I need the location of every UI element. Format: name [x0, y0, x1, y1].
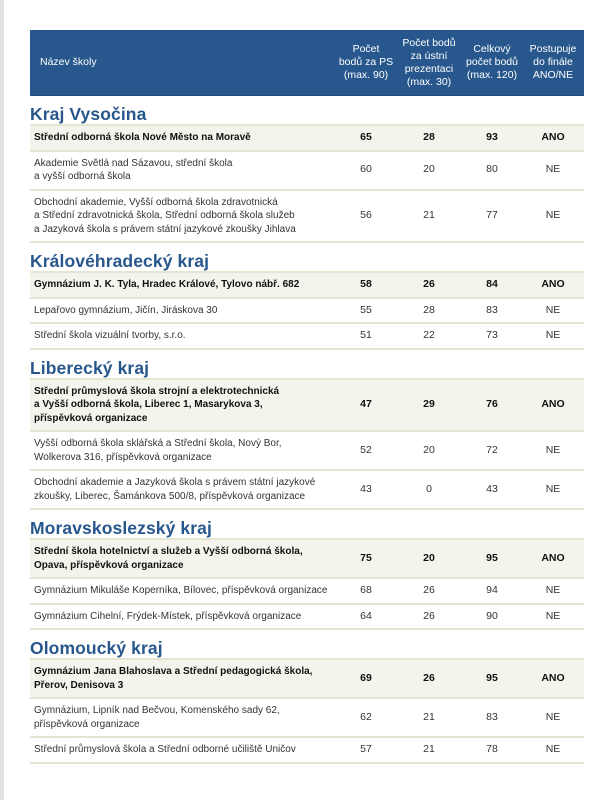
region-rows: [30, 271, 584, 350]
region-heading: Moravskoslezský kraj: [30, 518, 212, 538]
table-row: [30, 471, 584, 510]
header-oral-points: [396, 37, 462, 89]
school-name-line: Obchodní akademie, Vyšší odborná škola zdravotnická: [34, 196, 278, 208]
regions-container: [30, 104, 584, 764]
table-row: [30, 324, 584, 350]
school-name-line: Střední průmyslová škola a Střední odborné učiliště Uničov: [34, 744, 296, 755]
oral-points: 29: [423, 398, 435, 410]
ps-points: 64: [360, 609, 372, 622]
school-name: [30, 152, 336, 189]
advances-value: NE: [545, 329, 561, 341]
ps-points: 58: [360, 278, 372, 290]
school-name-line: Gymnázium Jana Blahoslava a Střední pedagogická škola,: [34, 666, 313, 677]
school-name: [30, 380, 336, 431]
school-name-line: a Střední zdravotnická škola, Střední odborná škola služeb: [34, 210, 295, 221]
total-points: 94: [486, 584, 498, 596]
advances-value: ANO: [541, 278, 565, 290]
advances-value: NE: [545, 303, 561, 316]
school-name: [30, 605, 336, 629]
ps-points: 65: [360, 131, 372, 143]
table-row: [30, 738, 584, 764]
page-edge: [0, 0, 4, 800]
header-line: bodů za PS: [338, 56, 394, 68]
header-line: (max. 90): [343, 69, 389, 81]
table-row: [30, 605, 584, 631]
oral-points: 26: [423, 584, 435, 596]
header-school-name: Název školy: [40, 56, 97, 68]
school-name: [30, 471, 336, 508]
ps-points: 68: [360, 584, 372, 596]
school-name: [30, 738, 336, 762]
table-row-winner: [30, 540, 584, 579]
school-name: [30, 660, 336, 697]
ps-points: 57: [360, 743, 372, 755]
oral-points: 26: [423, 609, 435, 622]
total-points: 43: [486, 482, 498, 495]
school-name: [30, 299, 336, 323]
header-line: do finále: [533, 56, 573, 68]
school-name-line: a Jazyková škola s právem státní jazykové zkoušky Jihlava: [34, 223, 296, 235]
oral-points: 20: [423, 443, 435, 456]
table-row: [30, 432, 584, 471]
advances-value: NE: [545, 743, 561, 755]
school-name-line: Střední škola hotelnictví a služeb a Vyšší odborná škola,: [34, 546, 303, 557]
advances-value: NE: [545, 584, 561, 596]
table-row-winner: [30, 273, 584, 299]
school-name-line: zkoušky, Liberec, Šamánkova 500/8, příspěvková organizace: [34, 490, 306, 502]
school-name-line: Vyšší odborná škola sklářská a Střední škola, Nový Bor,: [34, 438, 282, 449]
region-rows: [30, 124, 584, 243]
oral-points: 20: [423, 163, 435, 176]
advances-value: NE: [545, 482, 561, 495]
total-points: 95: [486, 551, 498, 564]
school-name: [30, 540, 336, 577]
header-line: počet bodů: [466, 56, 518, 68]
school-name: [30, 699, 336, 736]
ps-points: 55: [360, 303, 372, 316]
region-heading: Kraj Vysočina: [30, 104, 147, 124]
header-line: Počet: [352, 43, 380, 55]
table-row-winner: [30, 126, 584, 152]
advances-value: NE: [545, 443, 561, 456]
oral-points: 0: [426, 482, 432, 495]
ps-points: 52: [360, 443, 372, 456]
oral-points: 28: [423, 131, 435, 143]
oral-points: 20: [423, 551, 435, 564]
ps-points: 69: [360, 671, 372, 684]
oral-points: 21: [423, 710, 435, 723]
ps-points: 51: [360, 329, 372, 341]
region-rows: [30, 538, 584, 630]
region-heading: Olomoucký kraj: [30, 638, 163, 658]
advances-value: NE: [545, 609, 561, 622]
ps-points: 43: [360, 482, 372, 495]
advances-value: NE: [545, 209, 561, 221]
school-name-line: Střední průmyslová škola strojní a elektrotechnická: [34, 385, 280, 397]
school-name-line: Lepařovo gymnázium, Jičín, Jiráskova 30: [34, 304, 218, 316]
total-points: 76: [486, 398, 498, 410]
advances-value: ANO: [541, 551, 565, 564]
advances-value: ANO: [541, 131, 565, 143]
header-line: (max. 30): [406, 75, 452, 88]
ps-points: 75: [360, 551, 372, 564]
oral-points: 22: [423, 329, 435, 341]
school-name-line: Opava, příspěvková organizace: [34, 559, 184, 571]
header-ps-points: [336, 43, 396, 82]
school-name: [30, 432, 336, 469]
total-points: 77: [486, 209, 498, 221]
school-name: [30, 126, 336, 150]
header-line: Celkový: [473, 43, 511, 55]
school-name-line: Obchodní akademie a Jazyková škola s právem státní jazykové: [34, 477, 316, 488]
advances-value: NE: [545, 163, 561, 176]
school-name-line: Gymnázium Cihelní, Frýdek-Místek, příspěvková organizace: [34, 610, 302, 622]
header-total-points: [462, 43, 522, 82]
school-name-line: Wolkerova 316, příspěvková organizace: [34, 451, 212, 463]
total-points: 80: [486, 163, 498, 176]
school-name: [30, 273, 336, 297]
total-points: 84: [486, 278, 498, 290]
total-points: 90: [486, 609, 498, 622]
total-points: 83: [486, 303, 498, 316]
table-row: [30, 152, 584, 191]
total-points: 72: [486, 443, 498, 456]
school-name: [30, 579, 336, 603]
ps-points: 60: [360, 163, 372, 176]
header-advances: [522, 43, 584, 82]
ps-points: 47: [360, 398, 372, 410]
table-row-winner: [30, 660, 584, 699]
school-name-line: Gymnázium J. K. Tyla, Hradec Králové, Tylovo nábř. 682: [34, 279, 300, 290]
total-points: 78: [486, 743, 498, 755]
advances-value: ANO: [541, 398, 565, 410]
region-rows: [30, 378, 584, 511]
oral-points: 28: [423, 303, 435, 316]
header-line: Postupuje: [529, 43, 577, 55]
school-name-line: příspěvková organizace: [34, 412, 148, 424]
school-name-line: příspěvková organizace: [34, 718, 140, 730]
school-name: [30, 191, 336, 242]
total-points: 83: [486, 710, 498, 723]
region-heading: Královéhradecký kraj: [30, 251, 210, 271]
header-line: ANO/NE: [532, 69, 574, 81]
oral-points: 26: [423, 671, 435, 684]
advances-value: ANO: [541, 671, 565, 684]
table-row: [30, 699, 584, 738]
school-name-line: Přerov, Denisova 3: [34, 679, 124, 691]
total-points: 95: [486, 671, 498, 684]
total-points: 73: [486, 329, 498, 341]
header-line: za ústní: [410, 49, 448, 62]
table-header: [30, 30, 584, 96]
results-table: [30, 30, 584, 764]
total-points: 93: [486, 131, 498, 143]
region-heading: Liberecký kraj: [30, 357, 150, 378]
ps-points: 62: [360, 710, 372, 723]
school-name-line: Gymnázium, Lipník nad Bečvou, Komenského sady 62,: [34, 705, 280, 716]
table-row-winner: [30, 380, 584, 433]
school-name-line: a Vyšší odborná škola, Liberec 1, Masarykova 3,: [34, 399, 263, 410]
school-name: [30, 324, 336, 348]
table-row: [30, 299, 584, 325]
oral-points: 26: [423, 278, 435, 290]
school-name-line: Střední škola vizuální tvorby, s.r.o.: [34, 330, 186, 341]
ps-points: 56: [360, 209, 372, 221]
school-name-line: Střední odborná škola Nové Město na Moravě: [34, 132, 251, 143]
oral-points: 21: [423, 743, 435, 755]
header-line: (max. 120): [466, 69, 518, 81]
header-line: prezentaci: [404, 62, 454, 75]
table-row: [30, 579, 584, 605]
region-rows: [30, 658, 584, 764]
oral-points: 21: [423, 209, 435, 221]
advances-value: NE: [545, 710, 561, 723]
school-name-line: Akademie Světlá nad Sázavou, střední škola: [34, 157, 233, 169]
header-line: Počet bodů: [402, 36, 456, 49]
school-name-line: a vyšší odborná škola: [34, 171, 131, 182]
school-name-line: Gymnázium Mikuláše Koperníka, Bílovec, příspěvková organizace: [34, 585, 328, 596]
table-row: [30, 191, 584, 244]
